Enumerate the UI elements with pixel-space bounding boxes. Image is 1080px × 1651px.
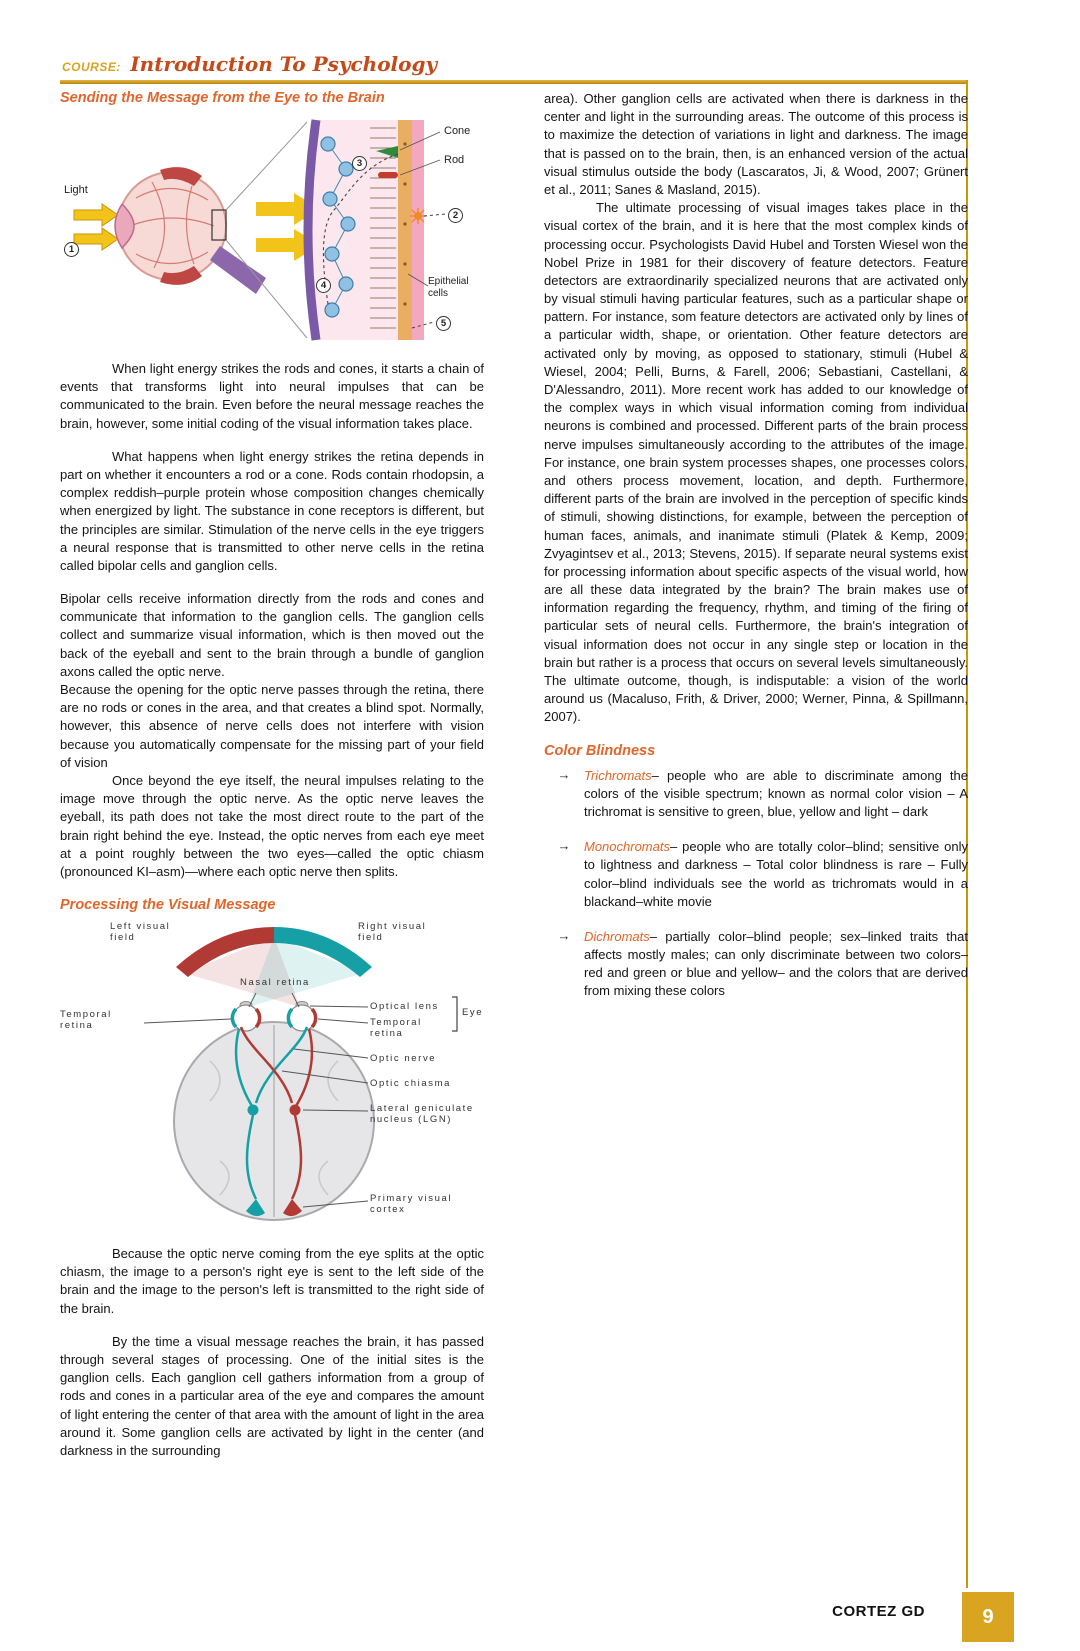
- label-optic-nerve: Optic nerve: [370, 1053, 437, 1065]
- bullet-body: – people who are totally color–blind; sensitive only to lightness and darkness – Total color blindness is rare – Fully color–blind individuals see the world as trichromats would in a blackand–white movie: [584, 839, 968, 909]
- label-light: Light: [64, 184, 88, 196]
- label-cone: Cone: [444, 125, 471, 137]
- section-heading-sending-message: Sending the Message from the Eye to the Brain: [60, 90, 385, 106]
- header-divider: [60, 80, 968, 84]
- paragraph: Once beyond the eye itself, the neural impulses relating to the image move through the optic nerve. As the optic nerve leaves the eyeball, its path does not take the most direct route to the part of the brain right behind the eye. Instead, the optic nerves from each eye meet at a point roughly between the two eyes—called the optic chiasm (pronounced KI–asm)—where each optic nerve then splits.: [60, 772, 484, 879]
- step-marker-5: 5: [436, 316, 451, 331]
- paragraph: By the time a visual message reaches the brain, it has passed through several stages of processing. One of the initial sites is the ganglion cells. Each ganglion cell gathers information from a group of rods and cones in a particular area of the eye and compares the amount of light entering the center of that area with the amount of light in the area around it. Some ganglion cells are activated by light in the center (and darkness in the surrounding: [60, 1333, 484, 1458]
- bullet-term: Trichromats: [584, 767, 652, 783]
- left-column: [60, 90, 484, 1460]
- bullet-term: Monochromats: [584, 839, 670, 855]
- step-marker-4: 4: [316, 278, 331, 293]
- retina-diagram-art: [60, 114, 484, 348]
- label-nasal-retina: Nasal retina: [240, 977, 310, 989]
- bullet-term: Dichromats: [584, 928, 650, 944]
- step-marker-3: 3: [352, 156, 367, 171]
- step-marker-2: 2: [448, 208, 463, 223]
- bullet-text: [584, 767, 968, 822]
- bullet-monochromats: [544, 838, 968, 911]
- bullet-text: [584, 928, 968, 1001]
- arrow-icon: →: [557, 838, 571, 854]
- paragraph: Bipolar cells receive information directly from the rods and cones and communicate that information to the ganglion cells. The ganglion cells collect and summarize visual information, which is then moved out the back of the eyeball and sent to the brain through a bundle of ganglion axons called the optic nerve.: [60, 591, 484, 679]
- right-column: [544, 90, 968, 1018]
- figure-visual-pathway-diagram: [60, 921, 484, 1229]
- arrow-icon: →: [557, 927, 571, 943]
- paragraph: Because the opening for the optic nerve passes through the retina, there are no rods or cones in the area, and that creates a blind spot. Normally, however, this absence of nerve cells does not interfere with vision because you automatically compensate for the missing part of your field of vision: [60, 682, 484, 770]
- bullet-dichromats: [544, 928, 968, 1001]
- page-number: 9: [962, 1592, 1014, 1642]
- visual-pathway-art: [60, 921, 484, 1229]
- paragraph: What happens when light energy strikes the retina depends in part on whether it encounters a rod or a cone. Rods contain rhodopsin, a complex reddish–purple protein whose composition changes chemically when energized by light. The substance in cone receptors is different, but the principles are similar. Stimulation of the nerve cells in the eye triggers a neural response that is transmitted to other nerve cells in the retina called bipolar cells and ganglion cells.: [60, 448, 484, 573]
- course-title: Introduction To Psychology: [130, 52, 438, 76]
- label-left-visual-field: Left visual field: [110, 921, 171, 944]
- label-primary-visual-cortex: Primary visual cortex: [370, 1193, 453, 1216]
- bullet-body: – people who are able to discriminate among the colors of the visible spectrum; known as normal color vision – A trichromat is sensitive to green, blue, yellow and light – dark: [584, 767, 968, 819]
- label-optical-lens: Optical lens: [370, 1001, 439, 1013]
- paragraph: When light energy strikes the rods and cones, it starts a chain of events that transforms light into neural impulses that can be communicated to the brain. Even before the neural message reaches the brain, however, some initial coding of the visual information takes place.: [60, 361, 484, 431]
- label-epithelial-cells: Epithelial cells: [428, 276, 469, 299]
- arrow-icon: →: [557, 766, 571, 782]
- label-temporal-retina-left: Temporal retina: [60, 1009, 112, 1032]
- page-header: [62, 52, 437, 76]
- step-marker-1: 1: [64, 242, 79, 257]
- bullet-trichromats: [544, 767, 968, 822]
- label-rod: Rod: [444, 154, 465, 166]
- paragraph: area). Other ganglion cells are activated when there is darkness in the center and light in the surrounding areas. The outcome of this process is to maximize the detection of variations in light and darkness. The image that is passed on to the brain, then, is an enhanced version of the actual visual stimulus outside the body (Lascaratos, Ji, & Wood, 2007; Grünert et al., 2011; Sanes & Masland, 2015).: [544, 91, 968, 197]
- bullet-body: – partially color–blind people; sex–linked traits that affects mostly males; can only discriminate between two colors– red and green or blue and yellow– and the colors that are derived from mixing these colors: [584, 928, 968, 999]
- section-heading-processing-visual: Processing the Visual Message: [60, 897, 276, 914]
- course-label: COURSE:: [62, 60, 121, 74]
- paragraph: Because the optic nerve coming from the eye splits at the optic chiasm, the image to a person's right eye is sent to the left side of the brain and the image to the person's left is transmitted to the right side of the brain.: [60, 1246, 484, 1316]
- label-eye: Eye: [462, 1007, 484, 1019]
- figure-retina-diagram: [60, 114, 484, 348]
- label-temporal-retina-right: Temporal retina: [370, 1017, 422, 1040]
- section-heading-color-blindness: Color Blindness: [544, 742, 656, 759]
- label-optic-chiasma: Optic chiasma: [370, 1078, 451, 1090]
- footer-author: CORTEZ GD: [832, 1603, 925, 1620]
- label-lgn: Lateral geniculate nucleus (LGN): [370, 1103, 474, 1126]
- bullet-text: [584, 838, 968, 911]
- label-right-visual-field: Right visual field: [358, 921, 427, 944]
- paragraph: The ultimate processing of visual images takes place in the visual cortex of the brain, and it is here that the most complex kinds of processing occur. Psychologists David Hubel and Torsten Wiesel won the Nobel Prize in 1981 for their discovery of feature detectors. Feature detectors are extraordinarily specialized neurons that are activated only by visual stimuli having particular features, such as a particular shape or pattern. For instance, som feature detectors are activated only by lines of a particular width, shape, or orientation. Other feature detectors are activated only by moving, as opposed to stationary, stimuli (Hubel & Wiesel, 2004; Pelli, Burns, & Farell, 2006; Sebastiani, Castellani, & D'Alessandro, 2011). More recent work has added to our knowledge of the complex ways in which visual information coming from individual neurons is combined and processed. Different parts of the brain process nerve impulses simultaneously according to the attributes of the image. For instance, one brain system processes shapes, one processes colors, and others process movement, location, and depth. Furthermore, different parts of the brain are involved in the perception of specific kinds of stimuli, showing distinctions, for example, between the perception of human faces, animals, and inanimate stimuli (Platek & Kemp, 2009; Zvyagintsev et al., 2013; Stevens, 2015). If separate neural systems exist for processing information about specific aspects of the visual world, how are all these data integrated by the brain? The brain makes use of information regarding the frequency, rhythm, and timing of the firing of particular sets of neural cells. Furthermore, the brain's integration of visual information does not occur in any single step or location in the brain but rather is a process that occurs on several levels simultaneously. The ultimate outcome, though, is indisputable: a vision of the world around us (Macaluso, Frith, & Driver, 2000; Werner, Pinna, & Spillmann, 2007).: [544, 200, 968, 725]
